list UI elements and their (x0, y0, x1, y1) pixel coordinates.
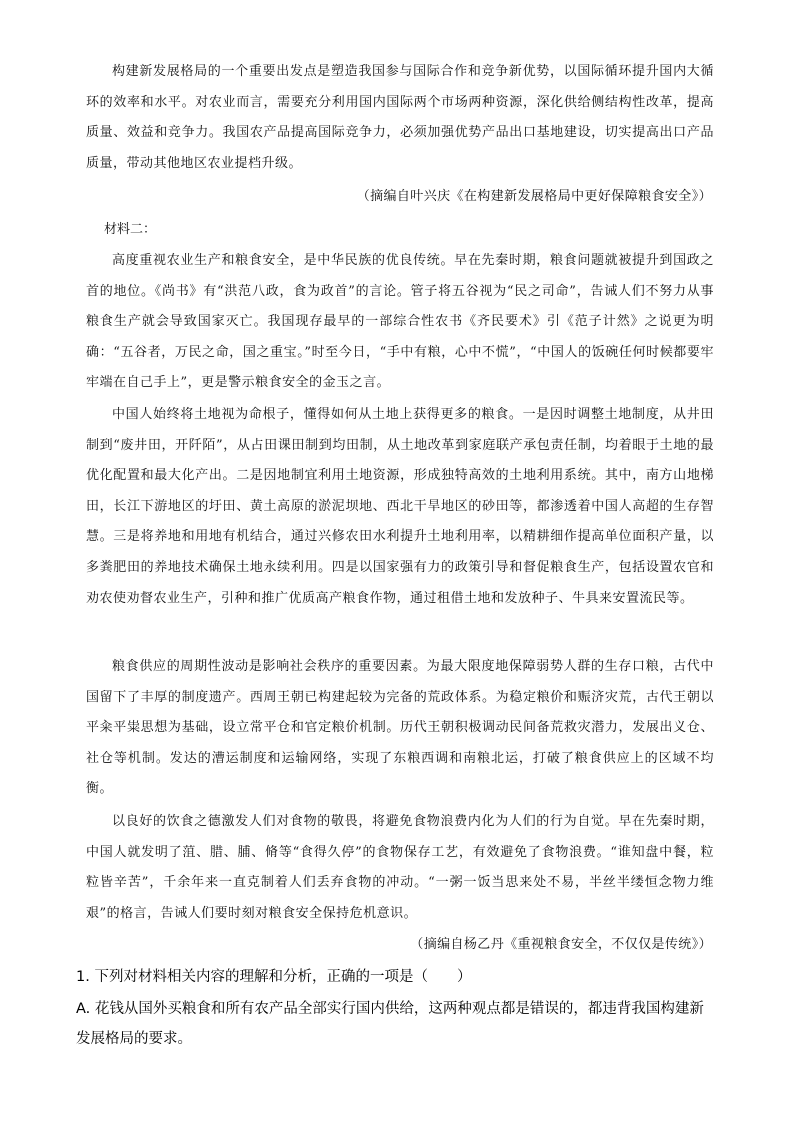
material1-paragraph: 构建新发展格局的一个重要出发点是塑造我国参与国际合作和竞争新优势，以国际循环提升国内大循环的效率和水平。对农业而言，需要充分利用国内国际两个市场两种资源，深化供给侧结构性改革，提高质量、效益和竞争力。我国农产品提高国际竞争力，必须加强优势产品出口基地建设，切实提高出口产品质量，带动其他地区农业提档升级。 (86, 64, 714, 171)
question-1-stem: 1. 下列对材料相关内容的理解和分析，正确的一项是（ ） (76, 969, 472, 985)
material1-source: （摘编自叶兴庆《在构建新发展格局中更好保障粮食安全》） (356, 189, 712, 204)
question-1-option-a: A. 花钱从国外买粮食和所有农产品全部实行国内供给，这两种观点都是错误的，都违背我国构建新发展格局的要求。 (76, 1001, 704, 1047)
material2-paragraph-3: 粮食供应的周期性波动是影响社会秩序的重要因素。为最大限度地保障弱势人群的生存口粮，古代中国留下了丰厚的制度遗产。西周王朝已构建起较为完备的荒政体系。为稳定粮价和赈济灾荒，古代王朝以平籴平粜思想为基础，设立常平仓和官定粮价机制。历代王朝积极调动民间备荒救灾潜力，发展出义仓、社仓等机制。发达的漕运制度和运输网络，实现了东粮西调和南粮北运，打破了粮食供应上的区域不均衡。 (86, 659, 714, 797)
material2-paragraph-4: 以良好的饮食之德激发人们对食物的敬畏，将避免食物浪费内化为人们的行为自觉。早在先秦时期，中国人就发明了菹、腊、脯、脩等“食得久停”的食物保存工艺，有效避免了食物浪费。“谁知盘中餐，粒粒皆辛苦”，千余年来一直克制着人们丢弃食物的冲动。“一粥一饭当思来处不易，半丝半缕恒念物力维艰”的格言，告诫人们要时刻对粮食安全保持危机意识。 (86, 814, 714, 921)
material2-source: （摘编自杨乙丹《重视粮食安全，不仅仅是传统》） (410, 937, 712, 952)
material2-label: 材料二： (104, 222, 157, 237)
material2-paragraph-2: 中国人始终将土地视为命根子，懂得如何从土地上获得更多的粮食。一是因时调整土地制度，从井田制到“废井田，开阡陌”，从占田课田制到均田制，从土地改革到家庭联产承包责任制，均着眼于土地的最优化配置和最大化产出。二是因地制宜利用土地资源，形成独特高效的土地利用系统。其中，南方山地梯田，长江下游地区的圩田、黄土高原的淤泥坝地、西北干旱地区的砂田等，都渗透着中国人高超的生存智慧。三是将养地和用地有机结合，通过兴修农田水利提升土地利用率，以精耕细作提高单位面积产量，以多粪肥田的养地技术确保土地永续利用。四是以国家强有力的政策引导和督促粮食生产，包括设置农官和劝农使劝督农业生产，引种和推广优质高产粮食作物，通过租借土地和发放种子、牛具来安置流民等。 (86, 407, 714, 606)
material2-paragraph-1: 高度重视农业生产和粮食安全，是中华民族的优良传统。早在先秦时期，粮食问题就被提升到国政之首的地位。《尚书》有“洪范八政，食为政首”的言论。管子将五谷视为“民之司命”，告诫人们不努力从事粮食生产就会导致国家灭亡。我国现存最早的一部综合性农书《齐民要术》引《范子计然》之说更为明确：“五谷者，万民之命，国之重宝。”时至今日，“手中有粮，心中不慌”，“中国人的饭碗任何时候都要牢牢端在自己手上”，更是警示粮食安全的金玉之言。 (86, 253, 714, 391)
